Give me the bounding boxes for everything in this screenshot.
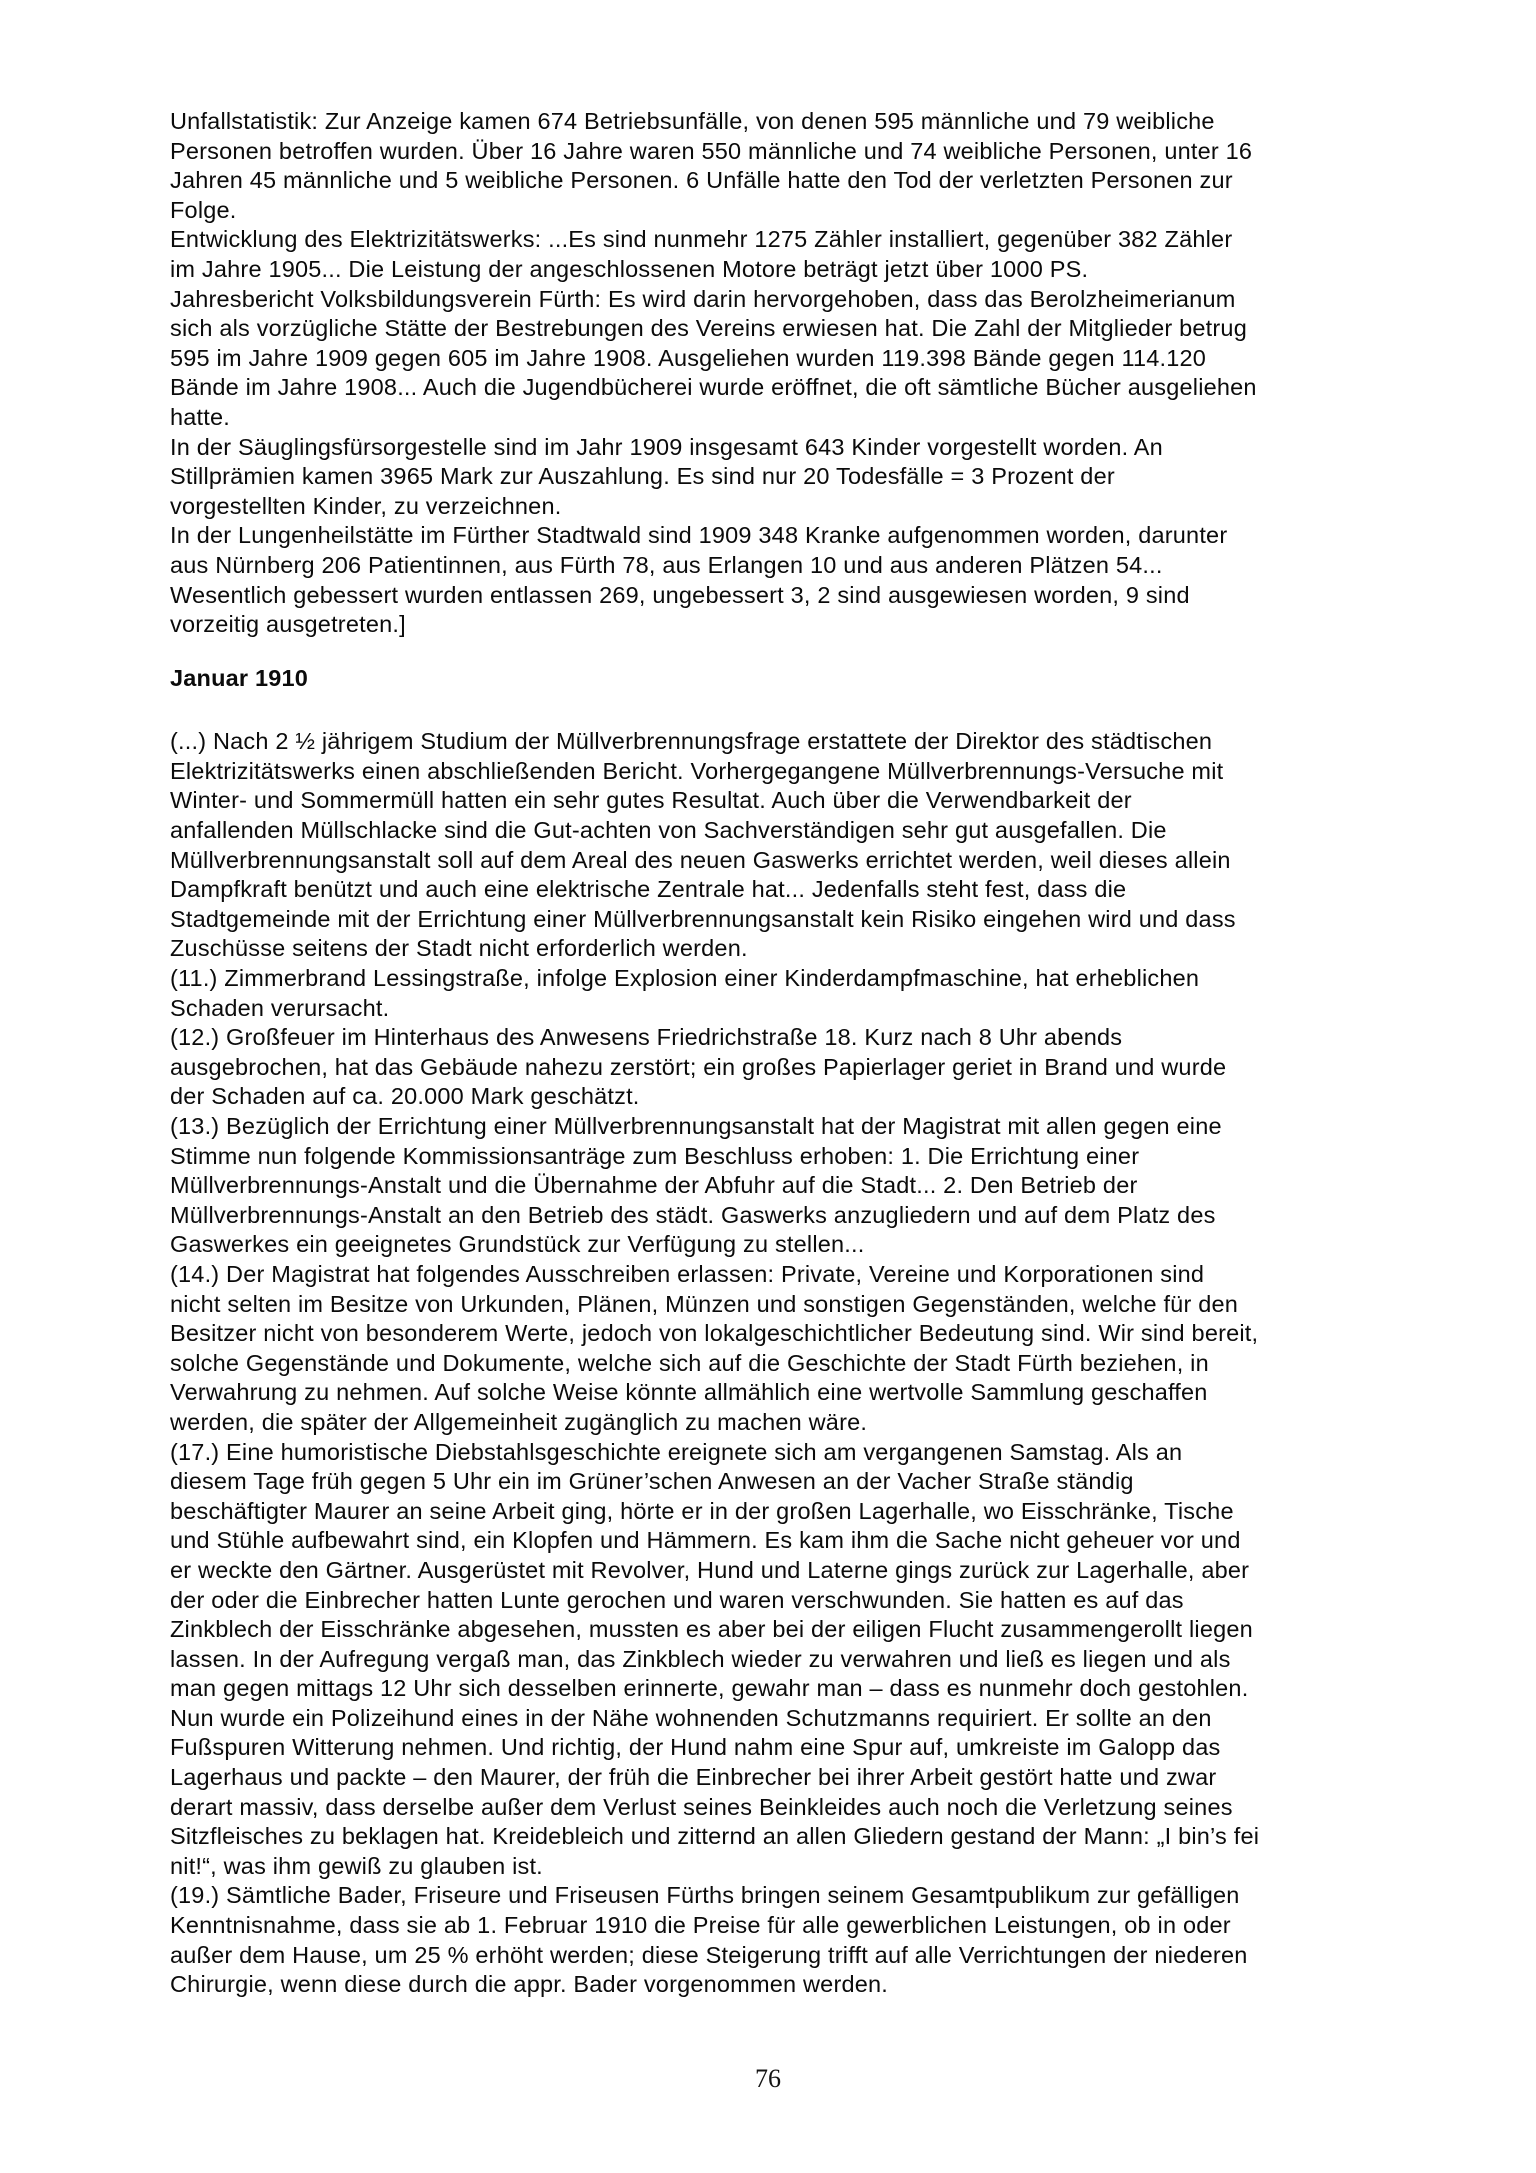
text-line: beschäftigter Maurer an seine Arbeit ging, hörte er in der großen Lagerhalle, wo Eisschränke, Tische [170,1497,1234,1524]
text-line: Wesentlich gebessert wurden entlassen 269, ungebessert 3, 2 sind ausgewiesen worden, 9 sind [170,581,1190,608]
text-line: im Jahre 1905... Die Leistung der angeschlossenen Motore beträgt jetzt über 1000 PS. [170,255,1089,282]
text-line: sich als vorzügliche Stätte der Bestrebungen des Vereins erwiesen hat. Die Zahl der Mitglieder betrug [170,315,1247,342]
text-line: aus Nürnberg 206 Patientinnen, aus Fürth 78, aus Erlangen 10 und aus anderen Plätzen 54... [170,551,1163,578]
text-line: der Schaden auf ca. 20.000 Mark geschätzt. [170,1083,640,1110]
text-line: Stillprämien kamen 3965 Mark zur Auszahlung. Es sind nur 20 Todesfälle = 3 Prozent der [170,463,1115,490]
text-line: Nun wurde ein Polizeihund eines in der Nähe wohnenden Schutzmanns requiriert. Er sollte an den [170,1704,1212,1731]
text-line: nicht selten im Besitze von Urkunden, Plänen, Münzen und sonstigen Gegenständen, welche für den [170,1290,1239,1317]
text-line: vorzeitig ausgetreten.] [170,611,406,638]
text-line: werden, die später der Allgemeinheit zugänglich zu machen wäre. [170,1408,868,1435]
text-line: hatte. [170,403,230,430]
text-line: außer dem Hause, um 25 % erhöht werden; diese Steigerung trifft auf alle Verrichtungen der niederen [170,1941,1248,1968]
text-line: man gegen mittags 12 Uhr sich desselben erinnerte, gewahr man – dass es nunmehr doch gestohlen. [170,1675,1249,1702]
text-line: Gaswerkes ein geeignetes Grundstück zur Verfügung zu stellen... [170,1231,865,1258]
text-line: Stadtgemeinde mit der Errichtung einer Müllverbrennungsanstalt kein Risiko eingehen wird und dass [170,905,1236,932]
text-line: (...) Nach 2 ½ jährigem Studium der Müllverbrennungsfrage erstattete der Direktor des städtischen [170,728,1213,755]
text-line: Jahresbericht Volksbildungsverein Fürth: Es wird darin hervorgehoben, dass das Berolzheimerianum [170,285,1236,312]
text-line: Müllverbrennungs-Anstalt und die Übernahme der Abfuhr auf die Stadt... 2. Den Betrieb der [170,1172,1138,1199]
text-line: In der Säuglingsfürsorgestelle sind im Jahr 1909 insgesamt 643 Kinder vorgestellt worden. An [170,433,1163,460]
text-line: solche Gegenstände und Dokumente, welche sich auf die Geschichte der Stadt Fürth beziehen, in [170,1349,1209,1376]
section-annual-report-1909 [170,107,1480,640]
text-line: Folge. [170,196,237,223]
text-line: Bände im Jahre 1908... Auch die Jugendbücherei wurde eröffnet, die oft sämtliche Bücher ausgeliehen [170,374,1257,401]
text-line: vorgestellten Kinder, zu verzeichnen. [170,492,562,519]
text-line: Sitzfleisches zu beklagen hat. Kreidebleich und zitternd an allen Gliedern gestand der Mann: „I bin’s fei [170,1823,1260,1850]
text-line: Jahren 45 männliche und 5 weibliche Personen. 6 Unfälle hatte den Tod der verletzten Personen zur [170,167,1233,194]
text-line: nit!“, was ihm gewiß zu glauben ist. [170,1852,543,1879]
text-line: der oder die Einbrecher hatten Lunte gerochen und waren verschwunden. Sie hatten es auf das [170,1586,1184,1613]
text-line: 595 im Jahre 1909 gegen 605 im Jahre 1908. Ausgeliehen wurden 119.398 Bände gegen 114.120 [170,344,1207,371]
text-line: Müllverbrennungs-Anstalt an den Betrieb des städt. Gaswerks anzugliedern und auf dem Platz des [170,1201,1216,1228]
text-line: anfallenden Müllschlacke sind die Gut-achten von Sachverständigen sehr gut ausgefallen. Die [170,817,1167,844]
text-line: (14.) Der Magistrat hat folgendes Ausschreiben erlassen: Private, Vereine und Korporationen sind [170,1260,1205,1287]
text-line: ausgebrochen, hat das Gebäude nahezu zerstört; ein großes Papierlager geriet in Brand und wurde [170,1053,1227,1080]
section-heading-januar-1910: Januar 1910 [170,664,309,691]
text-line: (11.) Zimmerbrand Lessingstraße, infolge Explosion einer Kinderdampfmaschine, hat erheblichen [170,965,1200,992]
text-line: und Stühle aufbewahrt sind, ein Klopfen und Hämmern. Es kam ihm die Sache nicht geheuer vor und [170,1527,1241,1554]
text-line: In der Lungenheilstätte im Fürther Stadtwald sind 1909 348 Kranke aufgenommen worden, darunter [170,522,1228,549]
text-line: Lagerhaus und packte – den Maurer, der früh die Einbrecher bei ihrer Arbeit gestört hatte und zwar [170,1764,1217,1791]
text-line: Dampfkraft benützt und auch eine elektrische Zentrale hat... Jedenfalls steht fest, dass die [170,876,1127,903]
text-line: Winter- und Sommermüll hatten ein sehr gutes Resultat. Auch über die Verwendbarkeit der [170,787,1132,814]
text-line: Chirurgie, wenn diese durch die appr. Bader vorgenommen werden. [170,1971,889,1998]
text-line: Entwicklung des Elektrizitätswerks: ...Es sind nunmehr 1275 Zähler installiert, gegenüber 382 Zähler [170,226,1233,253]
text-line: Müllverbrennungsanstalt soll auf dem Areal des neuen Gaswerks errichtet werden, weil dieses allein [170,846,1231,873]
text-line: derart massiv, dass derselbe außer dem Verlust seines Beinkleides auch noch die Verletzung seines [170,1793,1233,1820]
text-line: (12.) Großfeuer im Hinterhaus des Anwesens Friedrichstraße 18. Kurz nach 8 Uhr abends [170,1024,1123,1051]
text-line: lassen. In der Aufregung vergaß man, das Zinkblech wieder zu verwahren und ließ es liegen und als [170,1645,1231,1672]
text-line: Verwahrung zu nehmen. Auf solche Weise könnte allmählich eine wertvolle Sammlung geschaffen [170,1379,1208,1406]
section-januar-1910 [170,727,1480,2000]
text-line: Besitzer nicht von besonderem Werte, jedoch von lokalgeschichtlicher Bedeutung sind. Wir sind bereit, [170,1320,1259,1347]
text-line: Zuschüsse seitens der Stadt nicht erforderlich werden. [170,935,748,962]
text-line: Zinkblech der Eisschränke abgesehen, mussten es aber bei der eiligen Flucht zusammengerollt liegen [170,1616,1253,1643]
text-line: Elektrizitätswerks einen abschließenden Bericht. Vorhergegangene Müllverbrennungs-Versuche mit [170,757,1224,784]
page-number: 76 [755,2064,781,2093]
document-body [170,107,1480,2000]
text-line: (19.) Sämtliche Bader, Friseure und Friseusen Fürths bringen seinem Gesamtpublikum zur gefälligen [170,1882,1240,1909]
text-line: Unfallstatistik: Zur Anzeige kamen 674 Betriebsunfälle, von denen 595 männliche und 79 weibliche [170,108,1215,134]
text-line: Stimme nun folgende Kommissionsanträge zum Beschluss erhoben: 1. Die Errichtung einer [170,1142,1140,1169]
text-line: Kenntnisnahme, dass sie ab 1. Februar 1910 die Preise für alle gewerblichen Leistungen, ob in oder [170,1912,1231,1939]
text-line: Schaden verursacht. [170,994,390,1021]
text-line: (17.) Eine humoristische Diebstahlsgeschichte ereignete sich am vergangenen Samstag. Als an [170,1438,1183,1465]
text-line: (13.) Bezüglich der Errichtung einer Müllverbrennungsanstalt hat der Magistrat mit allen gegen eine [170,1113,1222,1139]
text-line: er weckte den Gärtner. Ausgerüstet mit Revolver, Hund und Laterne gings zurück zur Lagerhalle, aber [170,1556,1250,1583]
text-line: Personen betroffen wurden. Über 16 Jahre waren 550 männliche und 74 weibliche Personen, unter 16 [170,137,1253,164]
text-line: Fußspuren Witterung nehmen. Und richtig, der Hund nahm eine Spur auf, umkreiste im Galopp das [170,1734,1221,1761]
text-line: diesem Tage früh gegen 5 Uhr ein im Grüner’schen Anwesen an der Vacher Straße ständig [170,1468,1134,1495]
